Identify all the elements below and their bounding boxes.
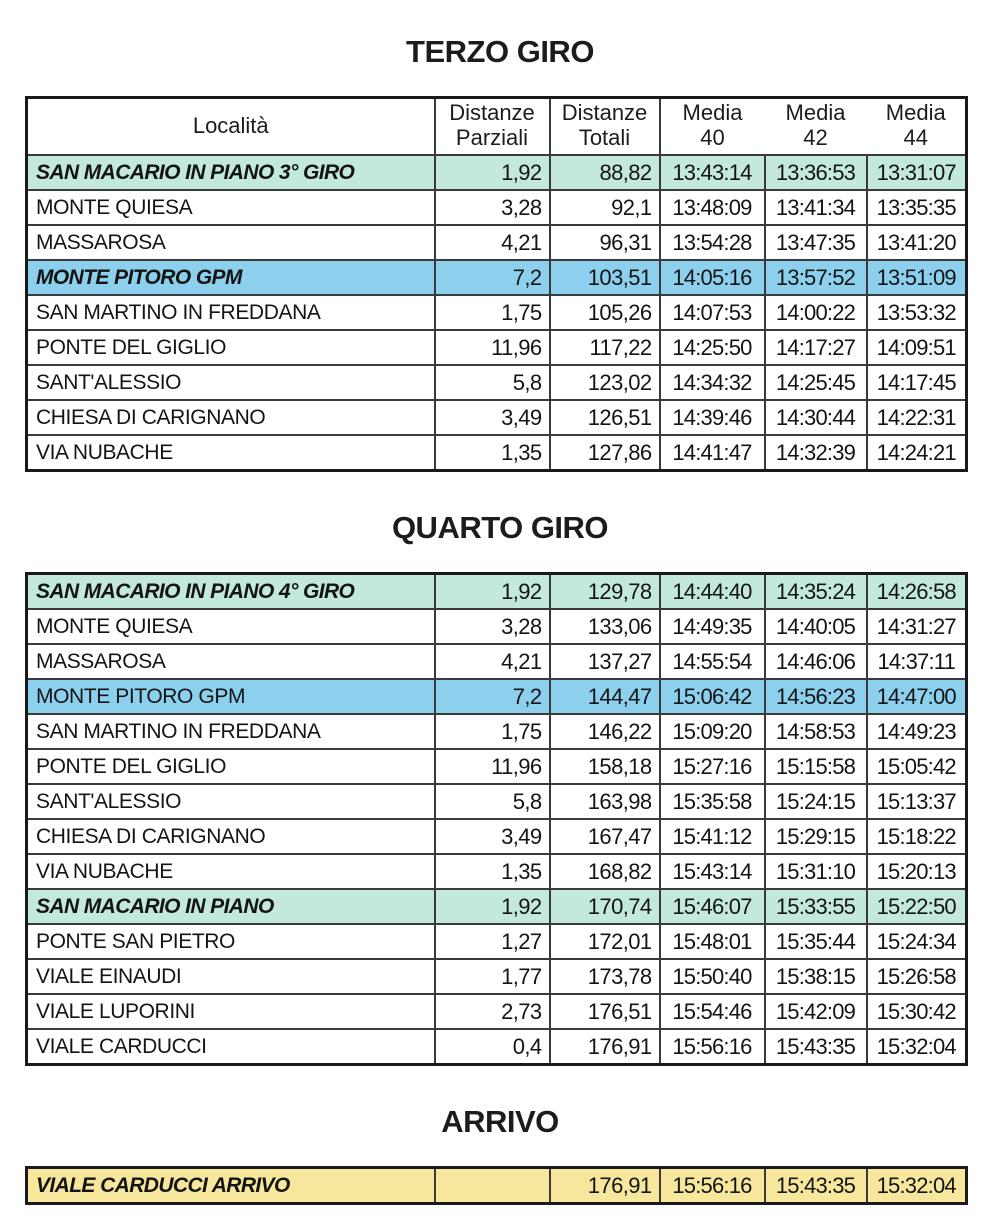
cell-media-40: 14:55:54	[660, 644, 765, 679]
cell-distanza-parziale: 4,21	[435, 644, 550, 679]
table-row	[27, 784, 967, 819]
cell-media-42: 15:43:35	[765, 1168, 867, 1204]
cell-localita: MONTE PITORO GPM	[27, 260, 435, 295]
cell-distanza-totale: 167,47	[550, 819, 660, 854]
cell-media-44: 15:24:34	[867, 924, 967, 959]
cell-distanza-parziale: 7,2	[435, 679, 550, 714]
cell-distanza-parziale: 1,75	[435, 714, 550, 749]
header-col-3	[765, 98, 867, 156]
table-row	[27, 714, 967, 749]
table-row	[27, 190, 967, 225]
cell-media-42: 14:35:24	[765, 574, 867, 610]
cell-media-42: 14:56:23	[765, 679, 867, 714]
table-row	[27, 854, 967, 889]
cell-distanza-totale: 103,51	[550, 260, 660, 295]
cell-media-42: 15:29:15	[765, 819, 867, 854]
table-row	[27, 994, 967, 1029]
cell-distanza-parziale: 11,96	[435, 749, 550, 784]
cell-media-44: 14:47:00	[867, 679, 967, 714]
cell-distanza-parziale: 1,92	[435, 889, 550, 924]
cell-media-44: 14:24:21	[867, 435, 967, 471]
cell-media-44: 13:41:20	[867, 225, 967, 260]
header-col-2	[660, 98, 765, 156]
section-title: TERZO GIRO	[406, 34, 594, 69]
table-row	[27, 959, 967, 994]
cell-media-44: 14:31:27	[867, 609, 967, 644]
timetable-2	[25, 1166, 968, 1205]
header-line2: Totali	[578, 125, 631, 150]
cell-localita: SANT'ALESSIO	[27, 365, 435, 400]
header-line1: Media	[885, 100, 946, 126]
cell-media-40: 15:41:12	[660, 819, 765, 854]
cell-media-44: 14:49:23	[867, 714, 967, 749]
table-row	[27, 819, 967, 854]
cell-media-42: 15:42:09	[765, 994, 867, 1029]
cell-distanza-parziale: 1,35	[435, 435, 550, 471]
cell-localita: MASSAROSA	[27, 225, 435, 260]
cell-distanza-totale: 176,91	[550, 1168, 660, 1204]
cell-distanza-totale: 163,98	[550, 784, 660, 819]
cell-distanza-parziale: 0,4	[435, 1029, 550, 1065]
cell-media-44: 15:26:58	[867, 959, 967, 994]
cell-localita: SAN MACARIO IN PIANO 4° GIRO	[27, 574, 435, 610]
table-row	[27, 1168, 967, 1204]
cell-media-42: 14:32:39	[765, 435, 867, 471]
cell-distanza-parziale: 7,2	[435, 260, 550, 295]
cell-media-44: 15:22:50	[867, 889, 967, 924]
sections-container	[0, 34, 1000, 1205]
cell-media-44: 13:51:09	[867, 260, 967, 295]
cell-distanza-parziale: 4,21	[435, 225, 550, 260]
cell-media-42: 14:00:22	[765, 295, 867, 330]
cell-distanza-parziale: 3,28	[435, 190, 550, 225]
cell-localita: SAN MACARIO IN PIANO	[27, 889, 435, 924]
cell-localita: VIALE CARDUCCI ARRIVO	[27, 1168, 435, 1204]
cell-media-40: 14:05:16	[660, 260, 765, 295]
cell-localita: SANT'ALESSIO	[27, 784, 435, 819]
cell-media-44: 15:30:42	[867, 994, 967, 1029]
header-line1: Media	[682, 100, 743, 126]
cell-media-40: 15:50:40	[660, 959, 765, 994]
cell-localita: VIA NUBACHE	[27, 435, 435, 471]
cell-distanza-totale: 146,22	[550, 714, 660, 749]
cell-media-40: 15:27:16	[660, 749, 765, 784]
cell-media-44: 15:32:04	[867, 1168, 967, 1204]
cell-localita: PONTE DEL GIGLIO	[27, 330, 435, 365]
table-row	[27, 644, 967, 679]
timetable-0	[25, 96, 968, 472]
cell-distanza-totale: 88,82	[550, 155, 660, 190]
section-title: QUARTO GIRO	[391, 510, 609, 545]
cell-distanza-totale: 129,78	[550, 574, 660, 610]
cell-media-42: 15:35:44	[765, 924, 867, 959]
cell-localita: SAN MARTINO IN FREDDANA	[27, 295, 435, 330]
table-row	[27, 749, 967, 784]
cell-distanza-parziale: 11,96	[435, 330, 550, 365]
cell-distanza-totale: 92,1	[550, 190, 660, 225]
cell-distanza-parziale: 3,49	[435, 400, 550, 435]
cell-media-42: 15:43:35	[765, 1029, 867, 1065]
cell-distanza-totale: 168,82	[550, 854, 660, 889]
cell-localita: VIALE LUPORINI	[27, 994, 435, 1029]
cell-media-40: 13:54:28	[660, 225, 765, 260]
cell-localita: PONTE DEL GIGLIO	[27, 749, 435, 784]
table-row	[27, 295, 967, 330]
cell-localita: MASSAROSA	[27, 644, 435, 679]
cell-media-44: 13:35:35	[867, 190, 967, 225]
header-line2: Parziali	[455, 125, 529, 150]
cell-distanza-totale: 127,86	[550, 435, 660, 471]
cell-distanza-parziale: 3,28	[435, 609, 550, 644]
cell-localita: VIALE EINAUDI	[27, 959, 435, 994]
cell-distanza-totale: 137,27	[550, 644, 660, 679]
cell-media-40: 15:46:07	[660, 889, 765, 924]
table-row	[27, 330, 967, 365]
table-row	[27, 155, 967, 190]
table-row	[27, 924, 967, 959]
table-row	[27, 609, 967, 644]
cell-distanza-totale: 158,18	[550, 749, 660, 784]
cell-distanza-totale: 105,26	[550, 295, 660, 330]
header-col-4	[867, 98, 967, 156]
cell-media-40: 14:44:40	[660, 574, 765, 610]
header-line2: 42	[803, 125, 828, 150]
timetable-1	[25, 572, 968, 1066]
cell-distanza-parziale: 1,75	[435, 295, 550, 330]
cell-localita: SAN MACARIO IN PIANO 3° GIRO	[27, 155, 435, 190]
cell-media-44: 15:05:42	[867, 749, 967, 784]
cell-distanza-totale: 173,78	[550, 959, 660, 994]
header-line1: Distanze	[561, 100, 648, 126]
cell-media-40: 14:49:35	[660, 609, 765, 644]
cell-distanza-totale: 117,22	[550, 330, 660, 365]
cell-media-44: 14:26:58	[867, 574, 967, 610]
cell-distanza-totale: 96,31	[550, 225, 660, 260]
cell-media-42: 13:47:35	[765, 225, 867, 260]
cell-localita: CHIESA DI CARIGNANO	[27, 400, 435, 435]
cell-media-40: 15:43:14	[660, 854, 765, 889]
cell-localita: PONTE SAN PIETRO	[27, 924, 435, 959]
cell-media-40: 14:07:53	[660, 295, 765, 330]
cell-media-40: 15:35:58	[660, 784, 765, 819]
cell-distanza-totale: 123,02	[550, 365, 660, 400]
cell-media-42: 15:15:58	[765, 749, 867, 784]
cell-media-42: 15:24:15	[765, 784, 867, 819]
cell-media-40: 15:56:16	[660, 1029, 765, 1065]
cell-localita: VIA NUBACHE	[27, 854, 435, 889]
table-row	[27, 1029, 967, 1065]
cell-localita: VIALE CARDUCCI	[27, 1029, 435, 1065]
cell-distanza-parziale: 2,73	[435, 994, 550, 1029]
cell-media-44: 14:09:51	[867, 330, 967, 365]
cell-distanza-totale: 176,91	[550, 1029, 660, 1065]
header-line1: Media	[785, 100, 846, 126]
cell-distanza-parziale: 1,77	[435, 959, 550, 994]
cell-media-40: 14:39:46	[660, 400, 765, 435]
cell-media-44: 13:53:32	[867, 295, 967, 330]
table-row	[27, 574, 967, 610]
header-col-0	[435, 98, 550, 156]
cell-media-40: 15:09:20	[660, 714, 765, 749]
cell-media-42: 15:38:15	[765, 959, 867, 994]
cell-distanza-parziale: 1,35	[435, 854, 550, 889]
cell-media-40: 14:34:32	[660, 365, 765, 400]
cell-media-42: 15:33:55	[765, 889, 867, 924]
cell-distanza-totale: 172,01	[550, 924, 660, 959]
cell-distanza-parziale: 1,92	[435, 574, 550, 610]
cell-distanza-totale: 176,51	[550, 994, 660, 1029]
cell-media-40: 13:48:09	[660, 190, 765, 225]
cell-media-40: 14:41:47	[660, 435, 765, 471]
header-localita: Località	[27, 98, 435, 156]
cell-distanza-totale: 133,06	[550, 609, 660, 644]
cell-media-44: 15:20:13	[867, 854, 967, 889]
table-row	[27, 435, 967, 471]
cell-distanza-parziale: 3,49	[435, 819, 550, 854]
cell-localita: CHIESA DI CARIGNANO	[27, 819, 435, 854]
cell-media-44: 14:22:31	[867, 400, 967, 435]
cell-localita: MONTE PITORO GPM	[27, 679, 435, 714]
cell-localita: MONTE QUIESA	[27, 190, 435, 225]
header-line2: 40	[700, 125, 725, 150]
cell-distanza-totale: 170,74	[550, 889, 660, 924]
cell-media-44: 15:32:04	[867, 1029, 967, 1065]
cell-distanza-parziale: 5,8	[435, 365, 550, 400]
header-col-1	[550, 98, 660, 156]
cell-media-40: 13:43:14	[660, 155, 765, 190]
cell-media-44: 15:13:37	[867, 784, 967, 819]
cell-media-42: 13:36:53	[765, 155, 867, 190]
table-row	[27, 889, 967, 924]
cell-media-42: 14:30:44	[765, 400, 867, 435]
table-row	[27, 679, 967, 714]
cell-distanza-totale: 144,47	[550, 679, 660, 714]
table-row	[27, 365, 967, 400]
cell-localita: SAN MARTINO IN FREDDANA	[27, 714, 435, 749]
header-line2: 44	[903, 125, 928, 150]
cell-media-42: 14:58:53	[765, 714, 867, 749]
cell-media-44: 14:17:45	[867, 365, 967, 400]
header-line1: Distanze	[449, 100, 535, 126]
cell-media-44: 15:18:22	[867, 819, 967, 854]
cell-media-40: 15:06:42	[660, 679, 765, 714]
cell-localita: MONTE QUIESA	[27, 609, 435, 644]
header-row	[27, 98, 967, 156]
cell-media-42: 14:17:27	[765, 330, 867, 365]
cell-media-40: 15:54:46	[660, 994, 765, 1029]
cell-media-44: 14:37:11	[867, 644, 967, 679]
cell-media-42: 15:31:10	[765, 854, 867, 889]
cell-media-42: 14:40:05	[765, 609, 867, 644]
cell-media-40: 14:25:50	[660, 330, 765, 365]
cell-media-40: 15:56:16	[660, 1168, 765, 1204]
table-row	[27, 400, 967, 435]
cell-media-44: 13:31:07	[867, 155, 967, 190]
table-row	[27, 260, 967, 295]
section-title: ARRIVO	[441, 1104, 559, 1139]
cell-distanza-parziale	[435, 1168, 550, 1204]
cell-media-42: 13:57:52	[765, 260, 867, 295]
cell-distanza-parziale: 5,8	[435, 784, 550, 819]
cell-distanza-totale: 126,51	[550, 400, 660, 435]
cell-media-42: 14:46:06	[765, 644, 867, 679]
cell-distanza-parziale: 1,92	[435, 155, 550, 190]
cell-media-42: 13:41:34	[765, 190, 867, 225]
cell-distanza-parziale: 1,27	[435, 924, 550, 959]
cell-media-42: 14:25:45	[765, 365, 867, 400]
cell-media-40: 15:48:01	[660, 924, 765, 959]
table-row	[27, 225, 967, 260]
